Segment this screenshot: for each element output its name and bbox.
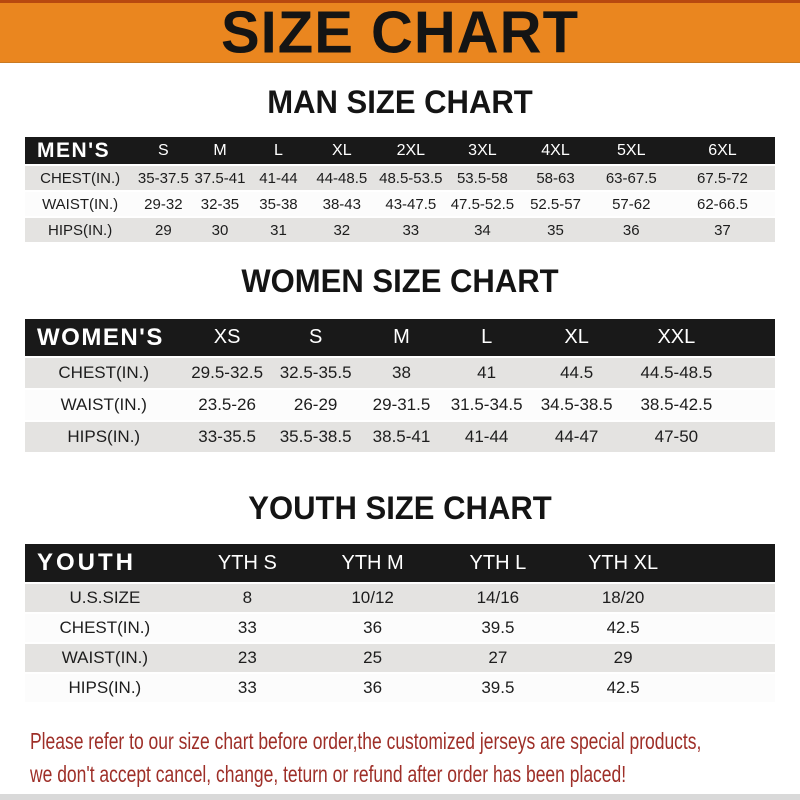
banner [0,0,800,66]
size-value-cell: 33-35.5 [183,422,272,452]
size-value-cell [686,644,775,672]
size-value-cell [686,674,775,702]
size-value-cell: 32-35 [191,192,248,216]
size-value-cell: 8 [185,584,310,612]
size-value-cell: 36 [310,674,435,702]
size-value-cell [729,390,775,420]
size-value-cell: 52.5-57 [518,192,592,216]
size-column-header: S [135,137,191,164]
size-column-header: XS [183,319,272,356]
size-value-cell: 35 [518,218,592,242]
size-value-cell: 33 [185,674,310,702]
size-value-cell: 63-67.5 [593,166,670,190]
size-value-cell: 33 [375,218,446,242]
size-column-header: S [272,319,360,356]
size-column-header: M [191,137,248,164]
table-title-cell: YOUTH [25,544,185,582]
women-size-table [25,317,775,454]
size-value-cell: 62-66.5 [670,192,775,216]
size-column-header: M [360,319,444,356]
size-value-cell [686,614,775,642]
size-column-header: L [444,319,530,356]
table-row [25,218,775,242]
row-label: HIPS(IN.) [25,422,183,452]
page-title: SIZE CHART [221,0,579,66]
size-column-header: XXL [624,319,730,356]
size-value-cell: 26-29 [272,390,360,420]
size-value-cell: 47-50 [624,422,730,452]
row-label: U.S.SIZE [25,584,185,612]
size-value-cell: 38.5-41 [360,422,444,452]
size-value-cell: 29.5-32.5 [183,358,272,388]
row-label: CHEST(IN.) [25,358,183,388]
size-value-cell: 34.5-38.5 [530,390,624,420]
size-column-header: 4XL [518,137,592,164]
disclaimer [30,725,800,791]
size-value-cell: 38.5-42.5 [624,390,730,420]
size-value-cell: 43-47.5 [375,192,446,216]
size-value-cell: 29 [135,218,191,242]
table-title-cell: WOMEN'S [25,319,183,356]
size-value-cell: 47.5-52.5 [446,192,518,216]
size-column-header [729,319,775,356]
table-row [25,192,775,216]
size-value-cell: 42.5 [560,674,685,702]
size-value-cell: 37 [670,218,775,242]
table-row [25,584,775,612]
size-value-cell: 67.5-72 [670,166,775,190]
row-label: WAIST(IN.) [25,390,183,420]
size-value-cell: 58-63 [518,166,592,190]
size-value-cell: 35.5-38.5 [272,422,360,452]
size-value-cell: 18/20 [560,584,685,612]
size-value-cell: 44.5 [530,358,624,388]
table-row [25,166,775,190]
size-value-cell [729,358,775,388]
size-value-cell: 41-44 [444,422,530,452]
men-size-table [25,135,775,244]
table-row [25,358,775,388]
size-value-cell: 36 [310,614,435,642]
youth-section-heading: YOUTH SIZE CHART [248,490,552,526]
table-header-row [25,319,775,356]
size-value-cell: 37.5-41 [191,166,248,190]
size-value-cell: 34 [446,218,518,242]
size-value-cell: 27 [435,644,560,672]
size-value-cell: 57-62 [593,192,670,216]
table-header-row [25,544,775,582]
table-header-row [25,137,775,164]
section-youth [0,490,800,704]
table-row [25,614,775,642]
size-value-cell [686,584,775,612]
size-value-cell: 39.5 [435,674,560,702]
row-label: WAIST(IN.) [25,644,185,672]
size-column-header: 3XL [446,137,518,164]
row-label: HIPS(IN.) [25,674,185,702]
size-value-cell: 44-48.5 [308,166,375,190]
size-value-cell: 44.5-48.5 [624,358,730,388]
size-value-cell: 35-38 [248,192,308,216]
size-value-cell: 32.5-35.5 [272,358,360,388]
row-label: WAIST(IN.) [25,192,135,216]
size-value-cell: 33 [185,614,310,642]
size-column-header [686,544,775,582]
size-value-cell: 25 [310,644,435,672]
size-value-cell: 14/16 [435,584,560,612]
table-row [25,390,775,420]
size-value-cell [729,422,775,452]
row-label: CHEST(IN.) [25,614,185,642]
size-value-cell: 29 [560,644,685,672]
size-value-cell: 31 [248,218,308,242]
size-value-cell: 29-32 [135,192,191,216]
size-column-header: 2XL [375,137,446,164]
size-value-cell: 41-44 [248,166,308,190]
size-value-cell: 38 [360,358,444,388]
size-column-header: L [248,137,308,164]
size-value-cell: 23.5-26 [183,390,272,420]
size-column-header: YTH M [310,544,435,582]
size-column-header: YTH XL [560,544,685,582]
size-value-cell: 36 [593,218,670,242]
youth-size-table [25,542,775,704]
section-men [0,84,800,244]
size-column-header: YTH S [185,544,310,582]
size-column-header: XL [530,319,624,356]
table-row [25,674,775,702]
size-value-cell: 48.5-53.5 [375,166,446,190]
size-column-header: YTH L [435,544,560,582]
size-value-cell: 23 [185,644,310,672]
size-column-header: 5XL [593,137,670,164]
size-column-header: XL [308,137,375,164]
size-value-cell: 31.5-34.5 [444,390,530,420]
size-value-cell: 32 [308,218,375,242]
table-title-cell: MEN'S [25,137,135,164]
table-row [25,422,775,452]
size-value-cell: 10/12 [310,584,435,612]
size-value-cell: 29-31.5 [360,390,444,420]
size-value-cell: 39.5 [435,614,560,642]
row-label: CHEST(IN.) [25,166,135,190]
disclaimer-line-1: Please refer to our size chart before order,the customized jerseys are special products, [30,728,702,754]
size-value-cell: 42.5 [560,614,685,642]
size-column-header: 6XL [670,137,775,164]
size-value-cell: 41 [444,358,530,388]
section-women [0,263,800,454]
disclaimer-line-2: we don't accept cancel, change, teturn or refund after order has been placed! [30,761,627,787]
size-value-cell: 30 [191,218,248,242]
table-row [25,644,775,672]
women-section-heading: WOMEN SIZE CHART [241,263,559,299]
size-value-cell: 38-43 [308,192,375,216]
men-section-heading: MAN SIZE CHART [267,84,533,120]
row-label: HIPS(IN.) [25,218,135,242]
bottom-edge-strip [0,794,800,800]
size-value-cell: 35-37.5 [135,166,191,190]
size-value-cell: 44-47 [530,422,624,452]
size-value-cell: 53.5-58 [446,166,518,190]
